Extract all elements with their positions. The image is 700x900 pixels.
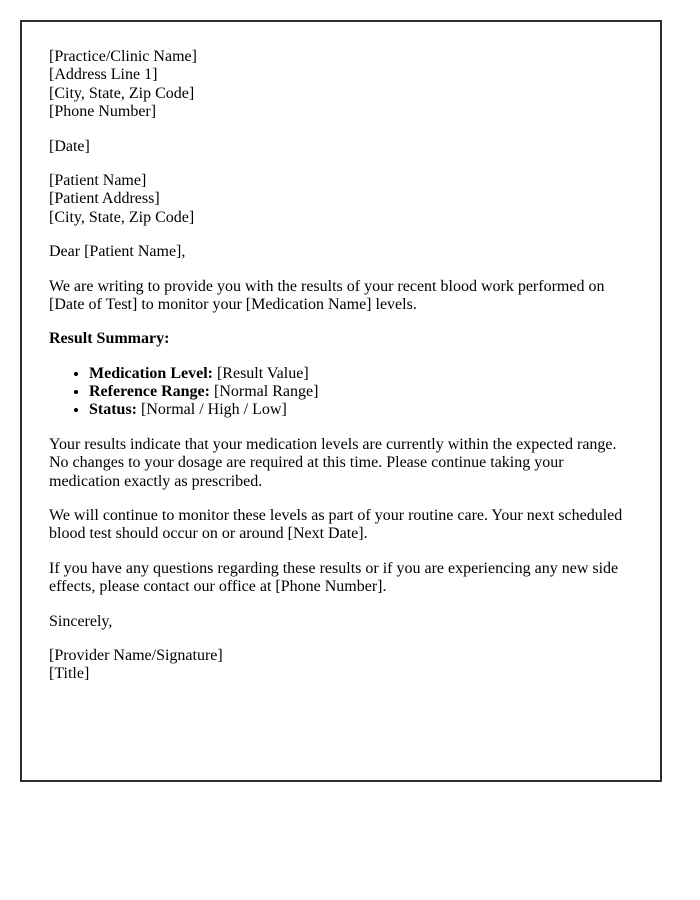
salutation: Dear [Patient Name], — [49, 243, 186, 261]
closing: Sincerely, — [49, 612, 113, 630]
result-summary-list — [49, 365, 633, 420]
intro-paragraph: We are writing to provide you with the results of your recent blood work performed on [Date of Test] to monitor your [Medication Name] levels. — [49, 277, 605, 313]
status-value: [Normal / High / Low] — [141, 401, 287, 419]
list-item-status — [89, 401, 633, 419]
practice-address-block — [49, 48, 633, 122]
list-item-medication-level — [89, 365, 633, 383]
patient-city-state-zip-line: [City, State, Zip Code] — [49, 208, 195, 226]
signature-block — [49, 647, 633, 684]
patient-name-line: [Patient Name] — [49, 171, 147, 189]
practice-city-state-zip-line: [City, State, Zip Code] — [49, 84, 195, 102]
medication-level-label: Medication Level: — [89, 364, 213, 382]
medication-level-value: [Result Value] — [216, 364, 309, 382]
patient-address-block — [49, 172, 633, 227]
practice-phone-line: [Phone Number] — [49, 103, 157, 121]
provider-title-line: [Title] — [49, 665, 90, 683]
body-paragraph-monitoring: We will continue to monitor these levels as part of your routine care. Your next scheduled blood test should occur on or around [Next Date]. — [49, 507, 623, 543]
result-summary-heading: Result Summary: — [49, 330, 170, 348]
reference-range-value: [Normal Range] — [213, 383, 319, 401]
patient-address-line: [Patient Address] — [49, 190, 160, 208]
reference-range-label: Reference Range: — [89, 383, 210, 401]
practice-address-line: [Address Line 1] — [49, 66, 158, 84]
list-item-reference-range — [89, 383, 633, 401]
body-paragraph-results: Your results indicate that your medication levels are currently within the expected range. No changes to your dosage are required at this time. Please continue taking your medication exactly as prescribed. — [49, 435, 617, 490]
status-label: Status: — [89, 401, 138, 419]
practice-name-line: [Practice/Clinic Name] — [49, 48, 197, 65]
provider-signature-line: [Provider Name/Signature] — [49, 646, 223, 664]
date-line: [Date] — [49, 137, 90, 155]
body-paragraph-contact: If you have any questions regarding these results or if you are experiencing any new side effects, please contact our office at [Phone Number]. — [49, 559, 619, 596]
letter-document — [20, 20, 662, 782]
